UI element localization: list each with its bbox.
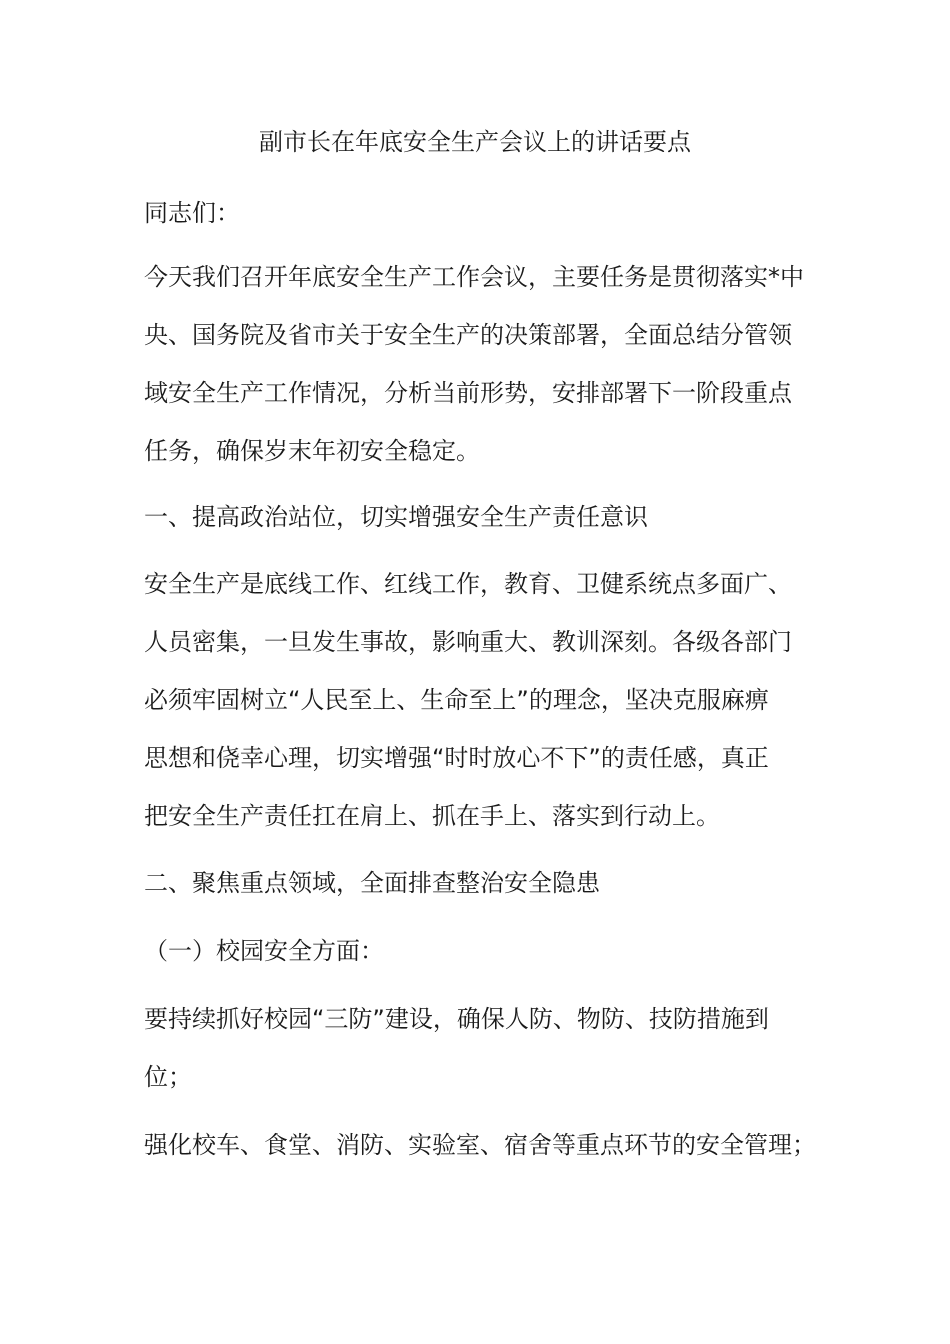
subsection-heading: （一）校园安全方面： xyxy=(144,937,384,965)
paragraph-line: 必须牢固树立“人民至上、生命至上”的理念，坚决克服麻痹 xyxy=(144,686,769,714)
document-title: 副市长在年底安全生产会议上的讲话要点 xyxy=(259,128,691,156)
paragraph-line: 人员密集，一旦发生事故，影响重大、教训深刻。各级各部门 xyxy=(144,628,792,656)
paragraph-line: 安全生产是底线工作、红线工作，教育、卫健系统点多面广、 xyxy=(144,570,792,598)
paragraph-line: 强化校车、食堂、消防、实验室、宿舍等重点环节的安全管理； xyxy=(144,1131,816,1159)
section-heading-2: 二、聚焦重点领域，全面排查整治安全隐患 xyxy=(144,869,600,897)
greeting: 同志们： xyxy=(144,199,240,227)
paragraph-line: 央、国务院及省市关于安全生产的决策部署，全面总结分管领 xyxy=(144,321,792,349)
section-heading-1: 一、提高政治站位，切实增强安全生产责任意识 xyxy=(144,503,648,531)
paragraph-line: 思想和侥幸心理，切实增强“时时放心不下”的责任感，真正 xyxy=(144,744,769,772)
paragraph-line: 把安全生产责任扛在肩上、抓在手上、落实到行动上。 xyxy=(144,802,720,830)
paragraph-line: 任务，确保岁末年初安全稳定。 xyxy=(144,437,480,465)
paragraph-line: 要持续抓好校园“三防”建设，确保人防、物防、技防措施到 xyxy=(144,1005,769,1033)
paragraph-line: 今天我们召开年底安全生产工作会议，主要任务是贯彻落实*中 xyxy=(144,263,804,291)
paragraph-line: 位； xyxy=(144,1063,192,1091)
paragraph-line: 域安全生产工作情况，分析当前形势，安排部署下一阶段重点 xyxy=(144,379,792,407)
